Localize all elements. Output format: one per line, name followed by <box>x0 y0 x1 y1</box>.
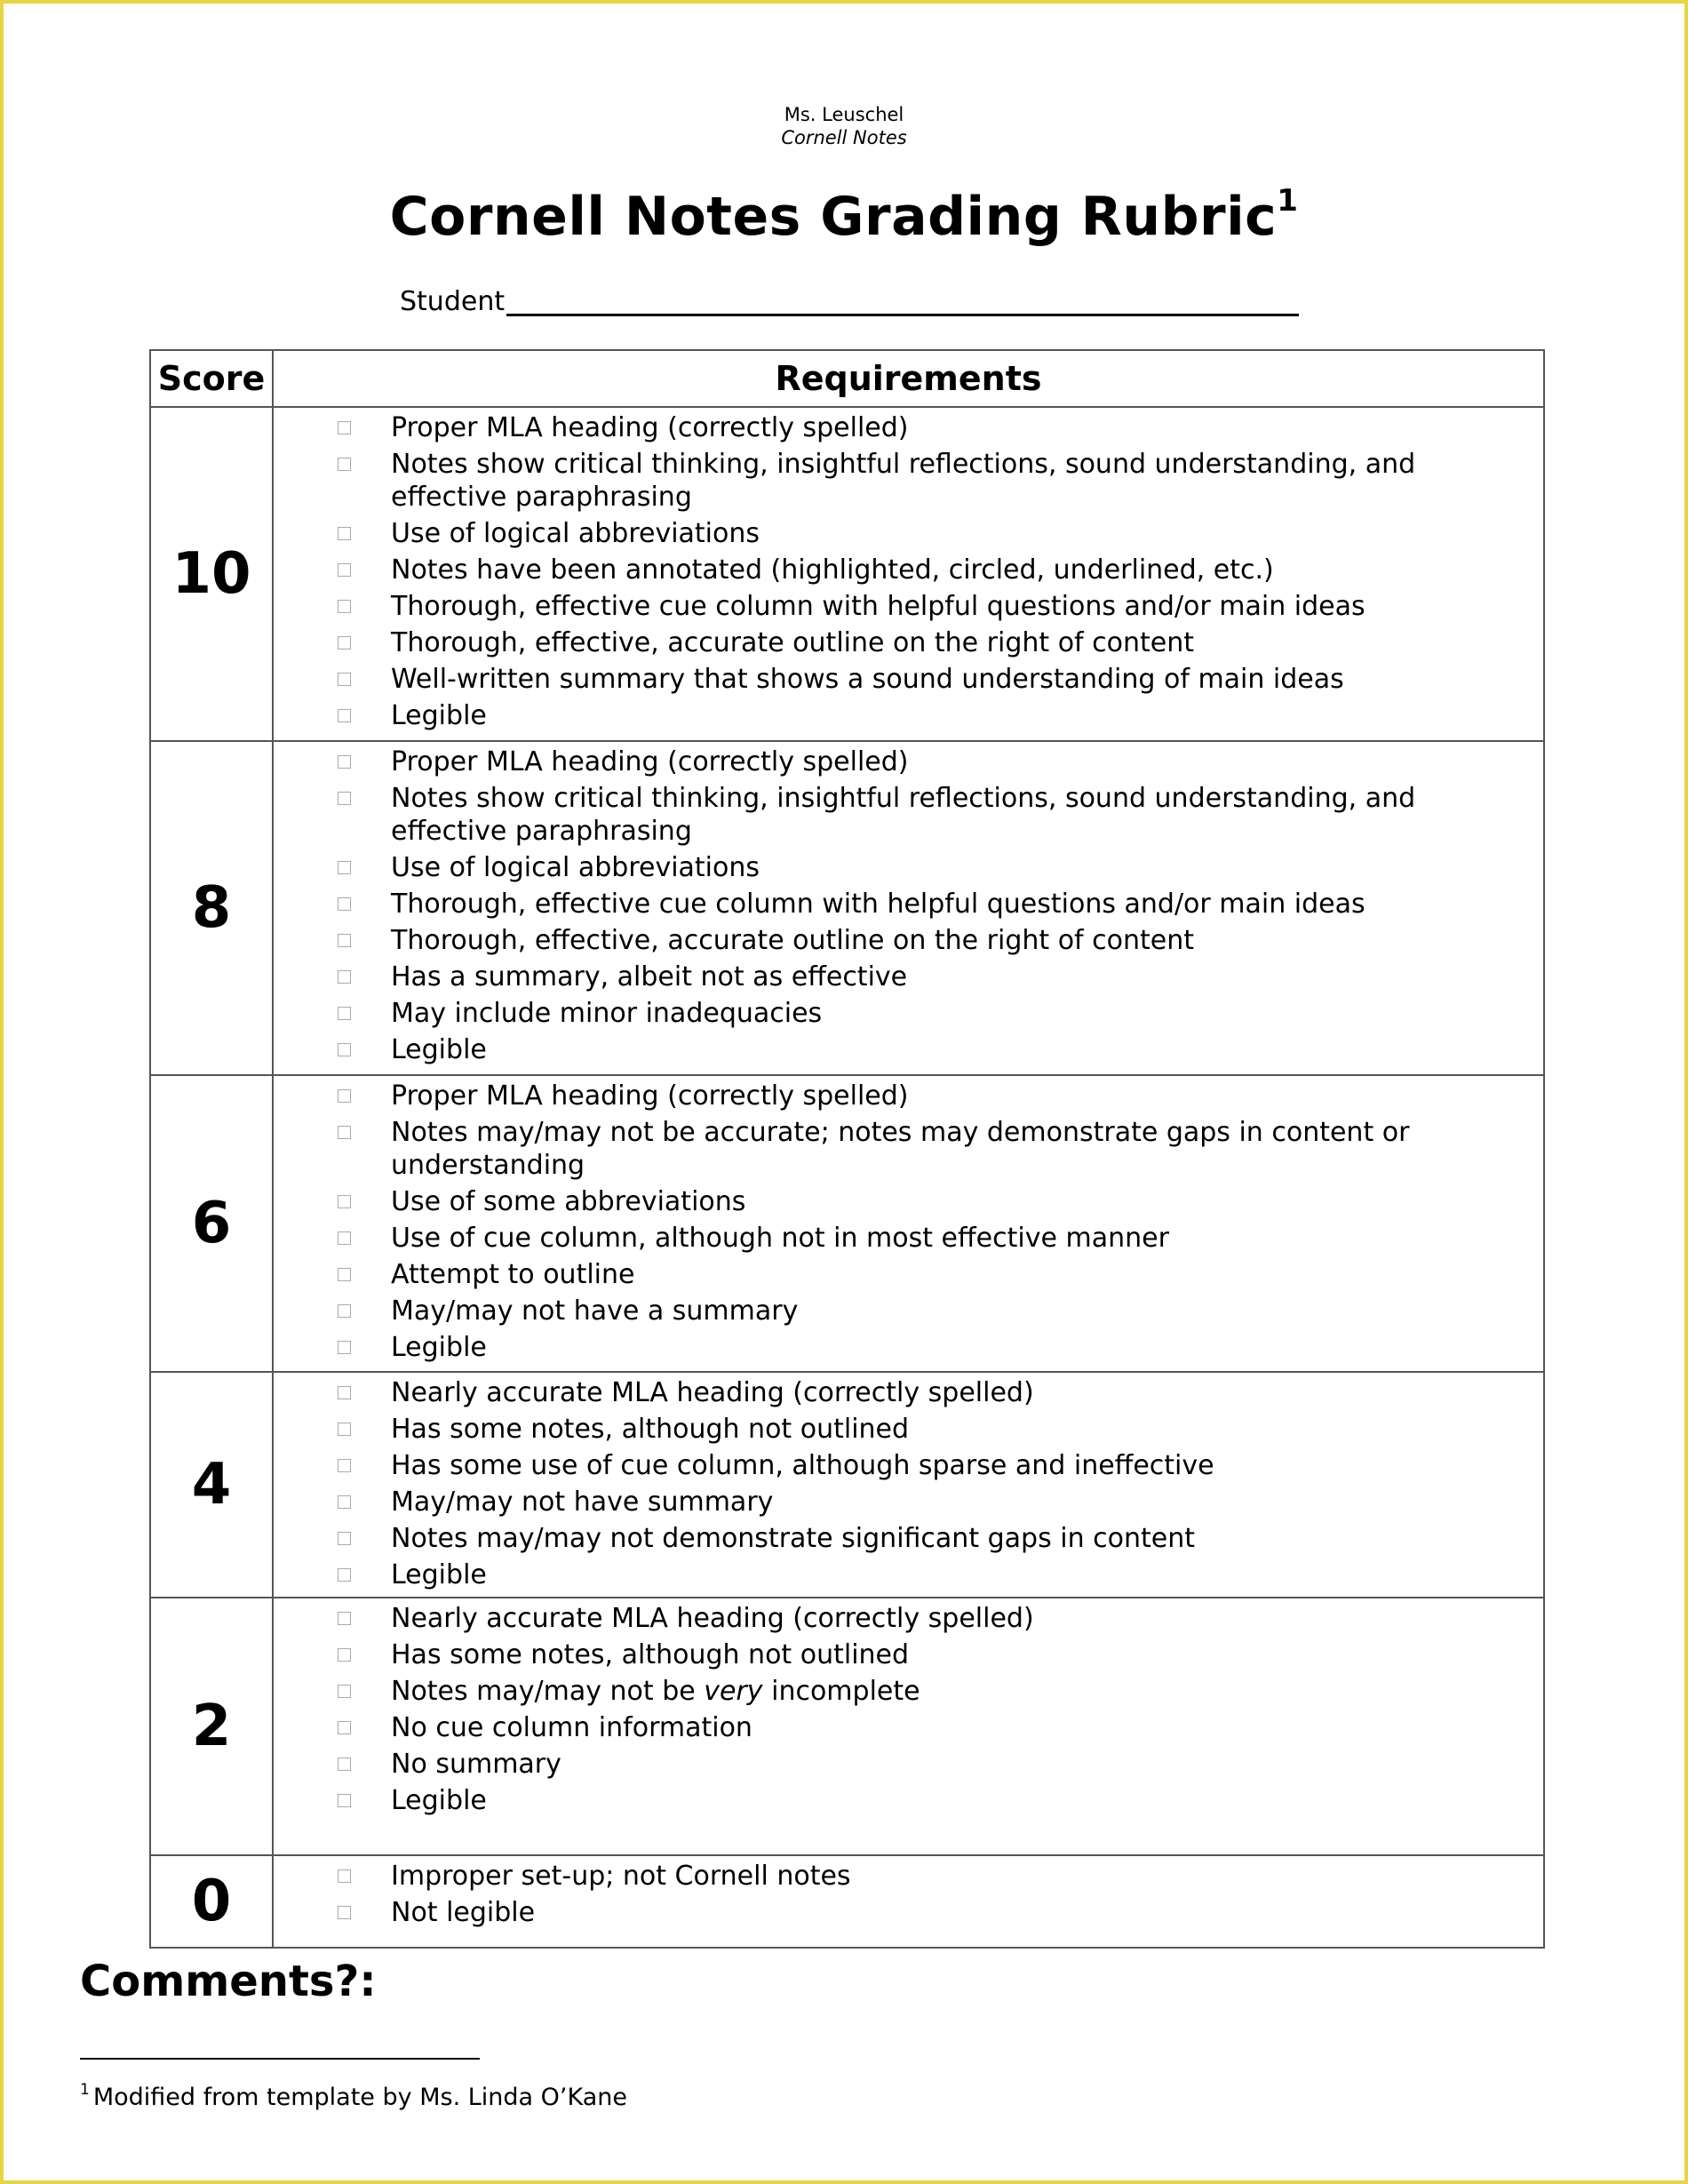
requirement-item <box>338 554 1510 586</box>
checkbox-icon[interactable] <box>338 1721 351 1734</box>
requirement-text: May include minor inadequacies <box>391 998 823 1029</box>
rubric-row <box>150 1598 1544 1855</box>
requirement-item <box>338 1558 1510 1591</box>
rubric-row <box>150 407 1544 741</box>
requirement-item <box>338 448 1510 514</box>
requirement-text: Notes show critical thinking, insightful reflections, sound understanding, and effective paraphrasing <box>391 783 1416 847</box>
requirement-item <box>338 782 1510 848</box>
score-value: 6 <box>150 1075 273 1372</box>
document-subtitle: Cornell Notes <box>781 127 907 148</box>
requirement-list <box>274 745 1543 1066</box>
requirements-cell <box>273 1855 1544 1948</box>
checkbox-icon[interactable] <box>338 1007 351 1020</box>
requirement-item <box>338 1602 1510 1635</box>
checkbox-icon[interactable] <box>338 636 351 650</box>
checkbox-icon[interactable] <box>338 563 351 577</box>
requirement-text: Not legible <box>391 1897 536 1928</box>
requirement-text: Notes may/may not demonstrate significant gaps in content <box>391 1523 1195 1554</box>
requirement-text: May/may not have summary <box>391 1487 774 1518</box>
checkbox-icon[interactable] <box>338 421 351 434</box>
checkbox-icon[interactable] <box>338 1459 351 1472</box>
requirement-text: Use of cue column, although not in most effective manner <box>391 1223 1169 1254</box>
requirement-text: Has some notes, although not outlined <box>391 1639 910 1670</box>
rubric-body <box>150 407 1544 1948</box>
requirements-column-header: Requirements <box>273 350 1544 407</box>
checkbox-icon[interactable] <box>338 1532 351 1545</box>
requirement-list <box>274 1080 1543 1364</box>
checkbox-icon[interactable] <box>338 1568 351 1582</box>
requirement-item <box>338 1295 1510 1327</box>
requirement-item <box>338 1413 1510 1446</box>
requirement-item <box>338 1638 1510 1671</box>
checkbox-icon[interactable] <box>338 792 351 805</box>
requirement-text: Nearly accurate MLA heading (correctly spelled) <box>391 1603 1034 1634</box>
requirement-text: No cue column information <box>391 1712 752 1743</box>
requirement-item <box>338 745 1510 778</box>
requirement-item <box>338 1748 1510 1781</box>
score-value: 4 <box>150 1372 273 1598</box>
requirement-text: Proper MLA heading (correctly spelled) <box>391 412 909 443</box>
requirement-item <box>338 1449 1510 1482</box>
requirement-text: Use of some abbreviations <box>391 1186 746 1217</box>
score-value: 10 <box>150 407 273 741</box>
score-column-header: Score <box>150 350 273 407</box>
title-footnote-mark: 1 <box>1277 183 1299 219</box>
rubric-row <box>150 741 1544 1075</box>
checkbox-icon[interactable] <box>338 527 351 540</box>
requirement-text: Thorough, effective cue column with helpful questions and/or main ideas <box>391 591 1366 622</box>
requirements-cell <box>273 1075 1544 1372</box>
checkbox-icon[interactable] <box>338 1648 351 1662</box>
requirement-text: Attempt to outline <box>391 1259 635 1290</box>
student-label: Student <box>400 286 506 317</box>
checkbox-icon[interactable] <box>338 1685 351 1698</box>
score-value: 8 <box>150 741 273 1075</box>
checkbox-icon[interactable] <box>338 1304 351 1318</box>
rubric-row <box>150 1372 1544 1598</box>
requirement-text: Nearly accurate MLA heading (correctly spelled) <box>391 1377 1034 1408</box>
requirement-item <box>338 924 1510 957</box>
requirement-text: Legible <box>391 1559 487 1590</box>
requirement-item <box>338 1784 1510 1817</box>
requirement-text: Has some notes, although not outlined <box>391 1414 910 1445</box>
checkbox-icon[interactable] <box>338 1495 351 1509</box>
checkbox-icon[interactable] <box>338 1089 351 1103</box>
requirement-item <box>338 663 1510 696</box>
requirement-item <box>338 1860 1510 1893</box>
requirement-text: Has some use of cue column, although sparse and ineffective <box>391 1450 1214 1481</box>
requirement-item <box>338 1675 1510 1708</box>
footnote-mark: 1 <box>80 2081 90 2099</box>
requirement-item <box>338 517 1510 550</box>
requirement-list <box>274 1602 1543 1817</box>
requirement-item <box>338 1185 1510 1218</box>
requirement-text: Legible <box>391 1785 487 1816</box>
footnote-divider <box>80 2058 480 2060</box>
checkbox-icon[interactable] <box>338 970 351 984</box>
requirement-text: Legible <box>391 1332 487 1363</box>
checkbox-icon[interactable] <box>338 1906 351 1919</box>
title-text: Cornell Notes Grading Rubric <box>389 186 1278 248</box>
rubric-header-row <box>150 350 1544 407</box>
checkbox-icon[interactable] <box>338 934 351 947</box>
requirement-text: Well-written summary that shows a sound understanding of main ideas <box>391 664 1344 695</box>
requirement-text: Legible <box>391 700 487 731</box>
requirement-item <box>338 1486 1510 1518</box>
requirement-item <box>338 411 1510 444</box>
requirement-text: Proper MLA heading (correctly spelled) <box>391 746 909 777</box>
page-title <box>4 171 1684 252</box>
checkbox-icon[interactable] <box>338 755 351 769</box>
rubric-row <box>150 1075 1544 1372</box>
requirement-item <box>338 1222 1510 1255</box>
checkbox-icon[interactable] <box>338 861 351 874</box>
checkbox-icon[interactable] <box>338 1195 351 1208</box>
checkbox-icon[interactable] <box>338 1268 351 1281</box>
comments-label: Comments?: <box>80 1957 377 2006</box>
requirements-cell <box>273 1372 1544 1598</box>
requirement-text: Thorough, effective cue column with helpful questions and/or main ideas <box>391 889 1366 920</box>
requirement-text: Improper set-up; not Cornell notes <box>391 1861 851 1892</box>
requirement-item <box>338 699 1510 732</box>
student-field <box>400 284 1299 320</box>
requirement-item <box>338 1376 1510 1409</box>
checkbox-icon[interactable] <box>338 1231 351 1245</box>
requirement-text: Use of logical abbreviations <box>391 518 760 549</box>
requirement-text: Has a summary, albeit not as effective <box>391 961 908 992</box>
checkbox-icon[interactable] <box>338 1423 351 1436</box>
requirement-item <box>338 626 1510 659</box>
checkbox-icon[interactable] <box>338 1126 351 1139</box>
checkbox-icon[interactable] <box>338 1386 351 1399</box>
requirement-item <box>338 1080 1510 1112</box>
requirement-item <box>338 1033 1510 1066</box>
footnote-text: Modified from template by Ms. Linda O’Kane <box>92 2084 627 2111</box>
checkbox-icon[interactable] <box>338 1758 351 1771</box>
checkbox-icon[interactable] <box>338 673 351 686</box>
checkbox-icon[interactable] <box>338 1341 351 1354</box>
teacher-name: Ms. Leuschel <box>784 104 904 125</box>
requirement-text: Notes show critical thinking, insightful reflections, sound understanding, and effective paraphrasing <box>391 449 1416 513</box>
score-value: 2 <box>150 1598 273 1855</box>
requirement-list <box>274 1376 1543 1591</box>
checkbox-icon[interactable] <box>338 1612 351 1625</box>
requirement-text: May/may not have a summary <box>391 1295 799 1327</box>
requirement-list <box>274 411 1543 732</box>
requirements-cell <box>273 1598 1544 1855</box>
requirement-text: Legible <box>391 1034 487 1065</box>
checkbox-icon[interactable] <box>338 1043 351 1056</box>
rubric-table <box>149 349 1545 1949</box>
requirement-text: Notes have been annotated (highlighted, circled, underlined, etc.) <box>391 554 1274 586</box>
score-value: 0 <box>150 1855 273 1948</box>
requirement-list <box>274 1860 1543 1929</box>
requirement-item <box>338 960 1510 993</box>
checkbox-icon[interactable] <box>338 1794 351 1807</box>
checkbox-icon[interactable] <box>338 709 351 722</box>
requirement-item <box>338 1331 1510 1364</box>
requirement-item <box>338 1116 1510 1182</box>
rubric-row <box>150 1855 1544 1948</box>
requirement-item <box>338 997 1510 1030</box>
footnote <box>80 2076 627 2114</box>
requirement-item <box>338 590 1510 623</box>
requirement-item <box>338 1711 1510 1744</box>
requirement-text: Proper MLA heading (correctly spelled) <box>391 1080 909 1112</box>
requirement-text: Notes may/may not be very incomplete <box>391 1676 920 1707</box>
requirement-text: Thorough, effective, accurate outline on the right of content <box>391 627 1194 658</box>
requirement-item <box>338 851 1510 884</box>
requirements-cell <box>273 741 1544 1075</box>
requirement-text: Notes may/may not be accurate; notes may demonstrate gaps in content or understanding <box>391 1117 1410 1181</box>
requirement-item <box>338 1896 1510 1929</box>
requirement-text: Use of logical abbreviations <box>391 852 760 883</box>
requirement-item <box>338 1522 1510 1555</box>
checkbox-icon[interactable] <box>338 600 351 613</box>
requirement-item <box>338 888 1510 921</box>
checkbox-icon[interactable] <box>338 897 351 911</box>
student-name-line[interactable] <box>506 314 1299 316</box>
requirement-text: Thorough, effective, accurate outline on the right of content <box>391 925 1194 956</box>
requirement-item <box>338 1258 1510 1291</box>
requirement-text: No summary <box>391 1749 561 1780</box>
requirements-cell <box>273 407 1544 741</box>
checkbox-icon[interactable] <box>338 1869 351 1883</box>
checkbox-icon[interactable] <box>338 458 351 471</box>
